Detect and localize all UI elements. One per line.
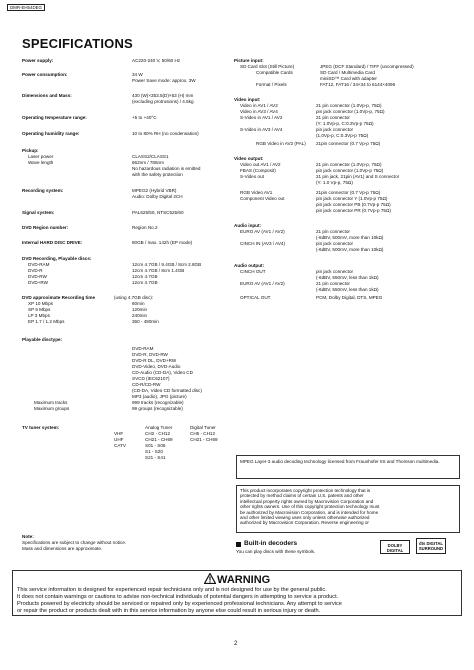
disc-spec-1: 12cm 4.7GB / 9.4GB / 8cm 2.8GB [132, 262, 202, 267]
vout-sub-3: S-Video out [240, 174, 264, 179]
vout-val-1: 21 pin connector (1.0Vp-p, 75Ω) [316, 162, 382, 167]
aout-sub-5: OPTICAL OUT [240, 295, 271, 300]
warning-line-2: It does not contain warnings or cautions to advise non-technical individuals of potential dangers in attempting to service a product. [17, 594, 339, 600]
decoders-title: Built-in decoders [244, 540, 298, 547]
op-temp-label: Operating temperature range: [22, 115, 87, 120]
disctype-4: DVD-Video, DVD-Audio [132, 364, 181, 369]
pic-in-val-4: FAT12, FAT16 / 34×34 to 6144×4096 [320, 82, 396, 87]
pic-in-sub-1: SD Card Slot (Still Picture) [240, 64, 295, 69]
page-title: SPECIFICATIONS [22, 36, 133, 51]
pickup-label: Pickup: [22, 148, 39, 153]
rec-mode-3: LP 3 Mbps [28, 313, 50, 318]
audio-output-label: Audio output: [234, 263, 265, 268]
warning-triangle-icon [204, 573, 216, 584]
power-consumption-label: Power consumption: [22, 72, 68, 77]
max-groups-value: 99 groups (recognizable) [132, 406, 183, 411]
copyright-line-7: authorized by Macrovision Corporation. Reverse engineering or [240, 520, 369, 526]
disc-spec-3: 12cm 4.7GB [132, 274, 158, 279]
warning-box [12, 570, 462, 616]
vin-sub-5: S-Video in AV3 / AV4 [240, 127, 283, 132]
op-humidity-label: Operating humidity range: [22, 131, 80, 136]
disctype-3: DVD-R DL, DVD+RW [132, 358, 177, 363]
power-supply-label: Power supply: [22, 58, 54, 63]
tuner-band-2: UHF [114, 437, 124, 442]
ain-sub-3: CINCH IN (AV3 / AV4) [240, 241, 286, 246]
rec-duration-2: 120min [132, 307, 148, 312]
aout-val-1: pin jack connector [316, 269, 354, 274]
warning-line-4: or repair the product or products dealt with in this service information by anyone else could result in serious injury or death. [17, 608, 321, 614]
vout-sub-6: Component Video out [240, 196, 285, 201]
ain-sub-1: EURO AV (AV1 / AV2) [240, 229, 285, 234]
warning-line-1: This service information is designed for experienced repair technicians only and is not designed for use by the general public. [17, 587, 327, 593]
hdd-label: Internal HARD DISC DRIVE: [22, 240, 83, 245]
note-line-1: Specifications are subject to change without notice. [22, 540, 127, 545]
dimensions-value-1: 430 (W)×353.5(D)×63 (H) mm [132, 93, 194, 98]
disctype-9: MP3 (audio), JPG (picture) [132, 394, 187, 399]
rec-duration-4: 360 - 480min [132, 319, 159, 324]
copyright-box [236, 485, 460, 533]
aout-val-4: (-6dBV, 550mV, less than 1kΩ) [316, 287, 379, 292]
video-input-label: Video input: [234, 97, 261, 102]
pickup-val-3: No hazardous radiation is emitted [132, 166, 201, 171]
recording-system-label: Recording system: [22, 188, 64, 193]
vout-sub-5: RGB Video AV1 [240, 190, 273, 195]
tuner-analog-4: S1 - S20 [145, 449, 163, 454]
aout-val-3: 21 pin connector [316, 281, 350, 286]
ain-val-3: pin jack connector [316, 241, 354, 246]
power-consumption-value-1: 34 W [132, 72, 143, 77]
copyright-line-6: and other limited viewing uses only unless otherwise authorized [240, 515, 370, 521]
rec-duration-3: 240min [132, 313, 148, 318]
vin-val-7: 21pin connector (0.7 Vp-p 75Ω) [316, 141, 381, 146]
vin-val-4: (Y: 1.0Vp-p, C:0.3Vp-p 75Ω) [316, 121, 374, 126]
picture-input-label: Picture input: [234, 58, 264, 63]
signal-system-label: Signal system: [22, 210, 55, 215]
disctype-2: DVD-R, DVD-RW [132, 352, 168, 357]
vin-sub-2: Video in AV3 / AV4 [240, 109, 278, 114]
rec-mode-1: XP 10 Mbps [28, 301, 53, 306]
hdd-value: 80GB / max. 142h (EP mode) [132, 240, 193, 245]
page-number: 2 [234, 641, 238, 647]
disctype-7: CD-R/CD-RW [132, 382, 161, 387]
rec-duration-1: 60min [132, 301, 145, 306]
disc-spec-2: 12cm 4.7GB / 8cm 1.4GB [132, 268, 185, 273]
pickup-sub-2: Wave length [28, 160, 54, 165]
vout-val-3: 21 pin jack, 21pin (AV1) and S connector [316, 174, 400, 179]
disc-name-4: DVD+RW [28, 280, 48, 285]
rec-time-note: (using 4.7GB disc): [114, 295, 154, 300]
ain-val-4: (-6dBV, 500mV, more than 10kΩ) [316, 247, 384, 252]
rec-time-label: DVD approximate Recording time [22, 295, 96, 300]
copyright-line-4: other rights owners. Use of this copyright protection technology must [240, 504, 380, 510]
dimensions-value-2: (excluding protrusions) / 4.5kg [132, 99, 194, 104]
vout-sub-2: FBAS (Composit) [240, 168, 276, 173]
vin-sub-3: S-Video in AV1 / AV2 [240, 115, 283, 120]
decoders-subtitle: You can play discs with these symbols. [236, 549, 316, 554]
vin-sub-1: Video in AV1 / AV2 [240, 103, 278, 108]
vout-val-8: pin jack connector PR (0.7Vp-p 75Ω) [316, 208, 391, 213]
tuner-analog-2: CH21 - CH69 [145, 437, 173, 442]
pic-in-sub-4: Format / Pixels [256, 82, 287, 87]
tuner-analog-1: CH2 - CH12 [145, 431, 171, 436]
dolby-digital-logo-icon: DOLBY DIGITAL [380, 540, 410, 554]
pic-in-val-1: JPEG (DCF Standard) / TIFF (uncompressed) [320, 64, 414, 69]
ain-val-1: 21 pin connector [316, 229, 350, 234]
dimensions-label: Dimensions and Mass: [22, 93, 72, 98]
copyright-line-1: This product incorporates copyright protection technology that is [240, 488, 371, 493]
aout-val-2: (-6dBV, 550mV, less than 1kΩ) [316, 275, 379, 280]
vin-sub-7: RGB Video in AV2 (PAL) [256, 141, 306, 146]
rec-mode-4: EP 1.7 / 1.2 Mbps [28, 319, 65, 324]
vout-sub-1: Video out AV1 / AV2 [240, 162, 281, 167]
vout-val-6: pin jack connector Y (1.0Vp-p 75Ω) [316, 196, 388, 201]
copyright-line-3: intellectual property rights owned by Macrovision Corporation and [240, 498, 374, 504]
disctype-6: SVCD (IEC62107) [132, 376, 170, 381]
mpeg-license-text: MPEG Layer-3 audio decoding technology licensed from Fraunhofer IIS and Thomson multimedia. [240, 459, 440, 464]
tuner-analog-3: S01 - S05 [145, 443, 166, 448]
copyright-line-5: be authorized by Macrovision Corporation, and is intended for home [240, 509, 379, 515]
tuner-band-1: VHF [114, 431, 124, 436]
vin-val-2: pin jack connector (1.0Vp-p, 75Ω) [316, 109, 385, 114]
playable-discs-label: DVD Recording, Playable discs: [22, 256, 92, 261]
signal-system-value: PAL625/50, NTSC525/60 [132, 210, 184, 215]
max-tracks-value: 999 tracks (recognizable) [132, 400, 184, 405]
vin-val-5: pin jack connector [316, 127, 354, 132]
decoder-bullet-icon [236, 542, 241, 547]
disc-name-1: DVD-RAM [28, 262, 50, 267]
aout-sub-1: CINCH OUT [240, 269, 266, 274]
vin-val-3: 21 pin connector [316, 115, 350, 120]
disctype-1: DVD-RAM [132, 346, 154, 351]
power-consumption-value-2: Power Save mode: approx. 3W [132, 78, 196, 83]
pickup-val-4: with the safety protection [132, 172, 183, 177]
copyright-line-2: protected by method claims of certain U.S. patents and other [240, 493, 364, 499]
warning-header [13, 573, 461, 587]
disctype-5: CD-Audio (CD-DA), Video CD [132, 370, 193, 375]
rec-mode-2: SP 5 Mbps [28, 307, 51, 312]
tv-tuner-label: TV tuner system: [22, 425, 60, 430]
model-tag: DMR-EH54DEG [7, 4, 45, 11]
pickup-val-2: 662nm / 785nm [132, 160, 164, 165]
tuner-digital-2: CH21 - CH69 [190, 437, 218, 442]
vout-val-5: 21pin connector (0.7 Vp-p 75Ω) [316, 190, 381, 195]
disctype-8: (CD-DA, Video CD formatted disc) [132, 388, 202, 393]
region-label: DVD Region number: [22, 225, 69, 230]
pic-in-val-2: SD Card / Multimedia Card [320, 70, 375, 75]
vout-val-4: (Y: 1.0 Vp-p, 75Ω) [316, 180, 353, 185]
aout-sub-3: EURO AV (AV1 / AV2) [240, 281, 285, 286]
ain-val-2: (-6dBV, 500mV, more than 10kΩ) [316, 235, 384, 240]
dts-logo-icon: dts DIGITAL SURROUND [416, 538, 446, 554]
warning-title: WARNING [217, 574, 271, 586]
max-groups-label: Maximum groups [34, 406, 70, 411]
note-line-2: Mass and dimensions are approximate. [22, 546, 103, 551]
tuner-analog-5: S21 - S41 [145, 455, 166, 460]
tv-tuner-col1: Analog Tuner [145, 425, 173, 430]
vout-val-2: pin jack connector (1.0Vp-p 75Ω) [316, 168, 384, 173]
max-tracks-label: Maximum tracks [34, 400, 68, 405]
tuner-band-3: CATV [114, 443, 126, 448]
pickup-val-1: CLASS2/CLASS1 [132, 154, 169, 159]
recording-system-value-2: Audio: Dolby Digital 2CH [132, 194, 183, 199]
tuner-digital-1: CH5 - CH12 [190, 431, 216, 436]
note-heading: Note: [22, 534, 34, 539]
aout-val-5: PCM, Dolby Digital, DTS, MPEG [316, 295, 383, 300]
video-output-label: Video output: [234, 156, 264, 161]
vout-val-7: pin jack connector PB (0.7Vp-p 75Ω) [316, 202, 391, 207]
mpeg-license-box [236, 455, 460, 479]
vin-val-6: (1.0Vp-p, C:0.3Vp-p 75Ω) [316, 133, 369, 138]
pic-in-val-3: miniSD™ Card with adapter [320, 76, 377, 81]
disctype-label: Playable disctype: [22, 337, 63, 342]
recording-system-value-1: MPEG2 (Hybrid VBR) [132, 188, 177, 193]
pic-in-sub-2: Compatible Cards [256, 70, 293, 75]
warning-line-3: Products powered by electricity should be serviced or repaired only by experienced professional technicians. Any attempt to service [17, 601, 342, 607]
pickup-sub-1: Laser power [28, 154, 54, 159]
disc-name-3: DVD-RW [28, 274, 47, 279]
power-supply-value: AC220-240 V, 50/60 Hz [132, 58, 181, 63]
disc-name-2: DVD-R [28, 268, 43, 273]
audio-input-label: Audio input: [234, 223, 262, 228]
disc-spec-4: 12cm 4.7GB [132, 280, 158, 285]
op-temp-value: +5 to +40°C [132, 115, 157, 120]
op-humidity-value: 10 to 80% RH (no condensation) [132, 131, 199, 136]
tv-tuner-col2: Digital Tuner [190, 425, 216, 430]
vin-val-1: 21 pin connector (1.0Vp-p, 75Ω) [316, 103, 382, 108]
region-value: Region No.2 [132, 225, 158, 230]
